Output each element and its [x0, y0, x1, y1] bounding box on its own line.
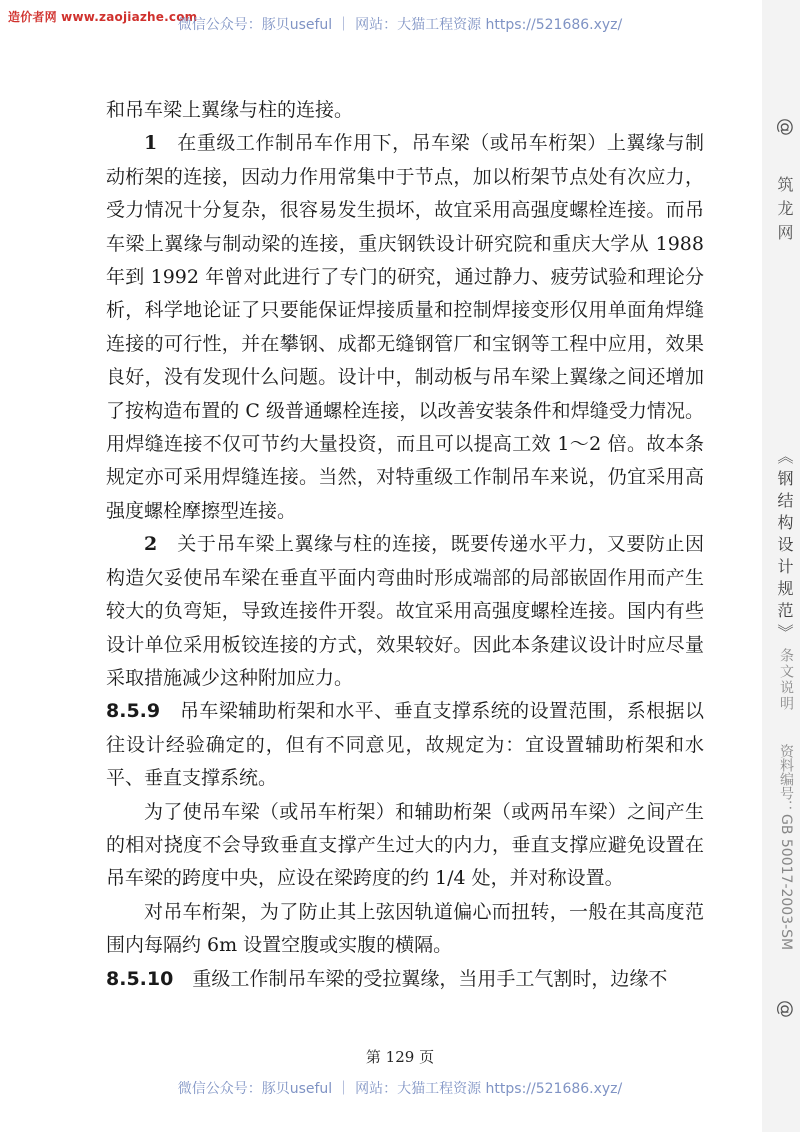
paragraph-item-1	[106, 127, 704, 528]
paragraph-item-2	[106, 528, 704, 695]
item-number-2: 2	[144, 533, 158, 556]
corner-site-label: 造价者网 www.zaojiazhe.com	[8, 10, 198, 24]
sidebar-at-icon-bottom: @	[775, 1000, 796, 1018]
sidebar-document-code: 资料编号：GB 50017-2003-SM	[778, 744, 794, 951]
section-8-5-9	[106, 695, 704, 795]
document-body	[106, 94, 704, 996]
sidebar-brand: 筑龙网	[775, 176, 794, 248]
item-1-text: 在重级工作制吊车作用下，吊车梁（或吊车桁架）上翼缘与制动桁架的连接，因动力作用常集中于节点，加以桁架节点处有次应力，受力情况十分复杂，很容易发生损坏，故宜采用高强度螺栓连接。而吊车梁上翼缘与制动梁的连接，重庆钢铁设计研究院和重庆大学从 1988 年到 1992 年曾对此进行了专门的研究，通过静力、疲劳试验和理论分析，科学地论证了只要能保证焊接质量和控制焊接变形仅用单面角焊缝连接的可行性，并在攀钢、成都无缝钢管厂和宝钢等工程中应用，效果良好，没有发现什么问题。设计中，制动板与吊车梁上翼缘之间还增加了按构造布置的 C 级普通螺栓连接，以改善安装条件和焊缝受力情况。用焊缝连接不仅可节约大量投资，而且可以提高工效 1～2 倍。故本条规定亦可采用焊缝连接。当然，对特重级工作制吊车来说，仍宜采用高强度螺栓摩擦型连接。	[106, 132, 704, 522]
watermark-top: 微信公众号：豚贝useful ｜ 网站：大猫工程资源 https://521686.xyz/	[177, 17, 623, 33]
section-8-5-9-text: 吊车梁辅助桁架和水平、垂直支撑系统的设置范围，系根据以往设计经验确定的，但有不同意见，故规定为：宜设置辅助桁架和水平、垂直支撑系统。	[106, 700, 704, 790]
sidebar-at-icon-top: @	[775, 118, 796, 136]
item-number-1: 1	[144, 132, 158, 155]
paragraph-continuation: 和吊车梁上翼缘与柱的连接。	[106, 99, 354, 121]
paragraph-truss: 对吊车桁架，为了防止其上弦因轨道偏心而扭转，一般在其高度范围内每隔约 6m 设置空腹或实腹的横隔。	[106, 900, 704, 957]
section-8-5-10-text: 重级工作制吊车梁的受拉翼缘，当用手工气割时，边缘不	[192, 967, 668, 990]
section-8-5-10	[106, 963, 704, 996]
paragraph-deflection: 为了使吊车梁（或吊车桁架）和辅助桁架（或两吊车梁）之间产生的相对挠度不会导致垂直支撑产生过大的内力，垂直支撑应避免设置在吊车梁的跨度中央，应设在梁跨度的约 1/4 处，并对称设置。	[106, 800, 704, 890]
sidebar-title: 《钢结构设计规范》	[775, 448, 794, 646]
section-number-8-5-10: 8.5.10	[106, 967, 174, 990]
sidebar-subtitle: 条文说明	[778, 648, 794, 712]
item-2-text: 关于吊车梁上翼缘与柱的连接，既要传递水平力，又要防止因构造欠妥使吊车梁在垂直平面内弯曲时形成端部的局部嵌固作用而产生较大的负弯矩，导致连接件开裂。故宜采用高强度螺栓连接。国内有些设计单位采用板铰连接的方式，效果较好。因此本条建议设计时应尽量采取措施减少这种附加应力。	[106, 533, 704, 689]
section-number-8-5-9: 8.5.9	[106, 700, 161, 723]
page-number: 第 129 页	[365, 1048, 435, 1066]
watermark-bottom: 微信公众号：豚贝useful ｜ 网站：大猫工程资源 https://521686.xyz/	[177, 1081, 623, 1097]
